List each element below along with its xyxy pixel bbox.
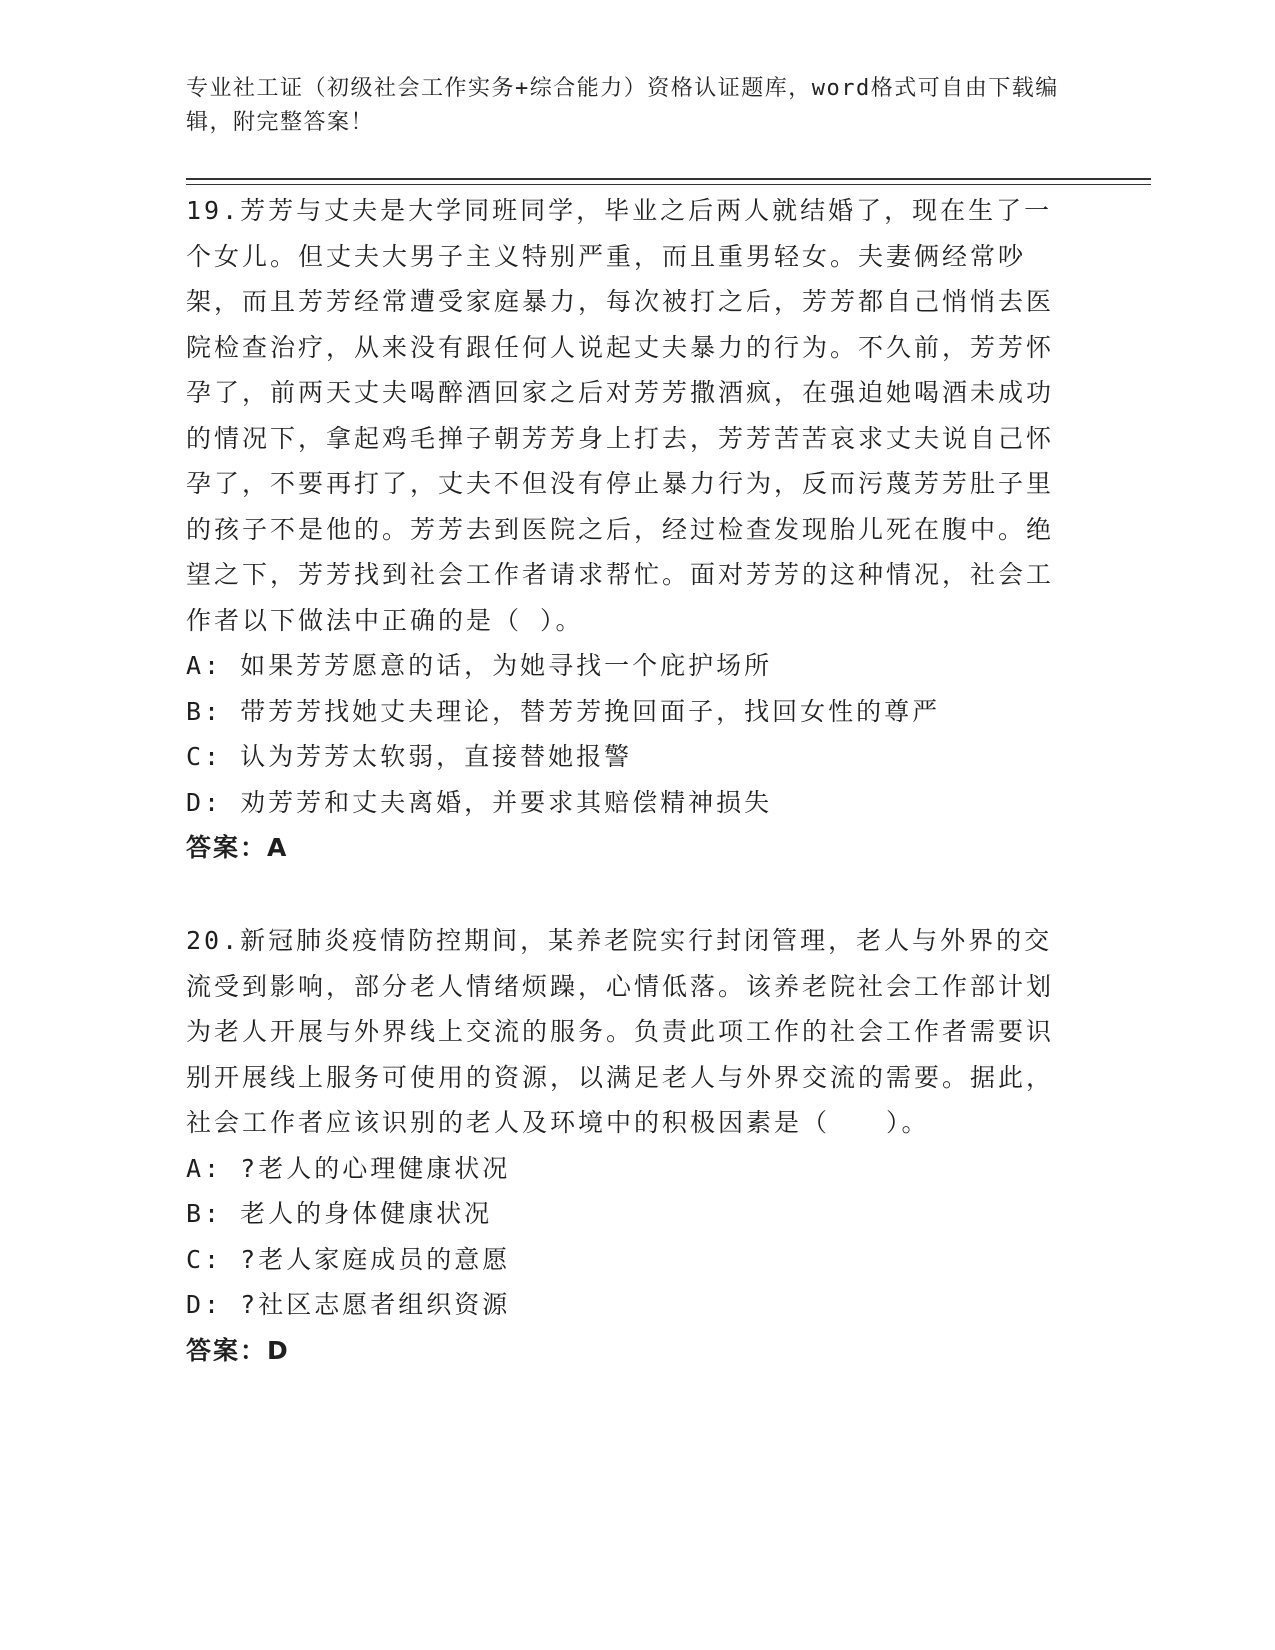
question-stem: 20.新冠肺炎疫情防控期间，某养老院实行封闭管理，老人与外界的交流受到影响，部分老人情绪烦躁，心情低落。该养老院社会工作部计划为老人开展与外界线上交流的服务。负责此项工作的社会工作者需要识别开展线上服务可使用的资源，以满足老人与外界交流的需要。据此，社会工作者应该识别的老人及环境中的积极因素是（ ）。 (186, 926, 1055, 1137)
header-divider-thin (186, 184, 1151, 185)
option-d: D: ?社区志愿者组织资源 (186, 1290, 511, 1319)
answer-line: 答案：D (186, 1335, 290, 1365)
option-c: C: 认为芳芳太软弱，直接替她报警 (186, 742, 633, 771)
option-b: B: 带芳芳找她丈夫理论，替芳芳挽回面子，找回女性的尊严 (186, 696, 941, 726)
option-c: C: ?老人家庭成员的意愿 (186, 1244, 511, 1274)
answer-line: 答案：A (186, 833, 289, 862)
question-stem: 19.芳芳与丈夫是大学同班同学，毕业之后两人就结婚了，现在生了一个女儿。但丈夫大男子主义特别严重，而且重男轻女。夫妻俩经常吵架，而且芳芳经常遭受家庭暴力，每次被打之后，芳芳都自己悄悄去医院检查治疗，从来没有跟任何人说起丈夫暴力的行为。不久前，芳芳怀孕了，前两天丈夫喝醉酒回家之后对芳芳撒酒疯，在强迫她喝酒未成功的情况下，拿起鸡毛掸子朝芳芳身上打去，芳芳苦苦哀求丈夫说自己怀孕了，不要再打了，丈夫不但没有停止暴力行为，反而污蔑芳芳肚子里的孩子不是他的。芳芳去到医院之后，经过检查发现胎儿死在腹中。绝望之下，芳芳找到社会工作者请求帮忙。面对芳芳的这种情况，社会工作者以下做法中正确的是（ ）。 (186, 196, 1055, 635)
header-divider-thick (186, 178, 1151, 180)
document-header: 专业社工证（初级社会工作实务+综合能力）资格认证题库，word格式可自由下载编辑，附完整答案！ (186, 76, 1059, 135)
option-a: A: ?老人的心理健康状况 (186, 1153, 511, 1183)
option-a: A: 如果芳芳愿意的话，为她寻找一个庇护场所 (186, 651, 773, 680)
option-d: D: 劝芳芳和丈夫离婚，并要求其赔偿精神损失 (186, 787, 773, 817)
question-20 (186, 918, 1066, 1373)
option-b: B: 老人的身体健康状况 (186, 1199, 493, 1228)
question-19 (186, 188, 1066, 871)
